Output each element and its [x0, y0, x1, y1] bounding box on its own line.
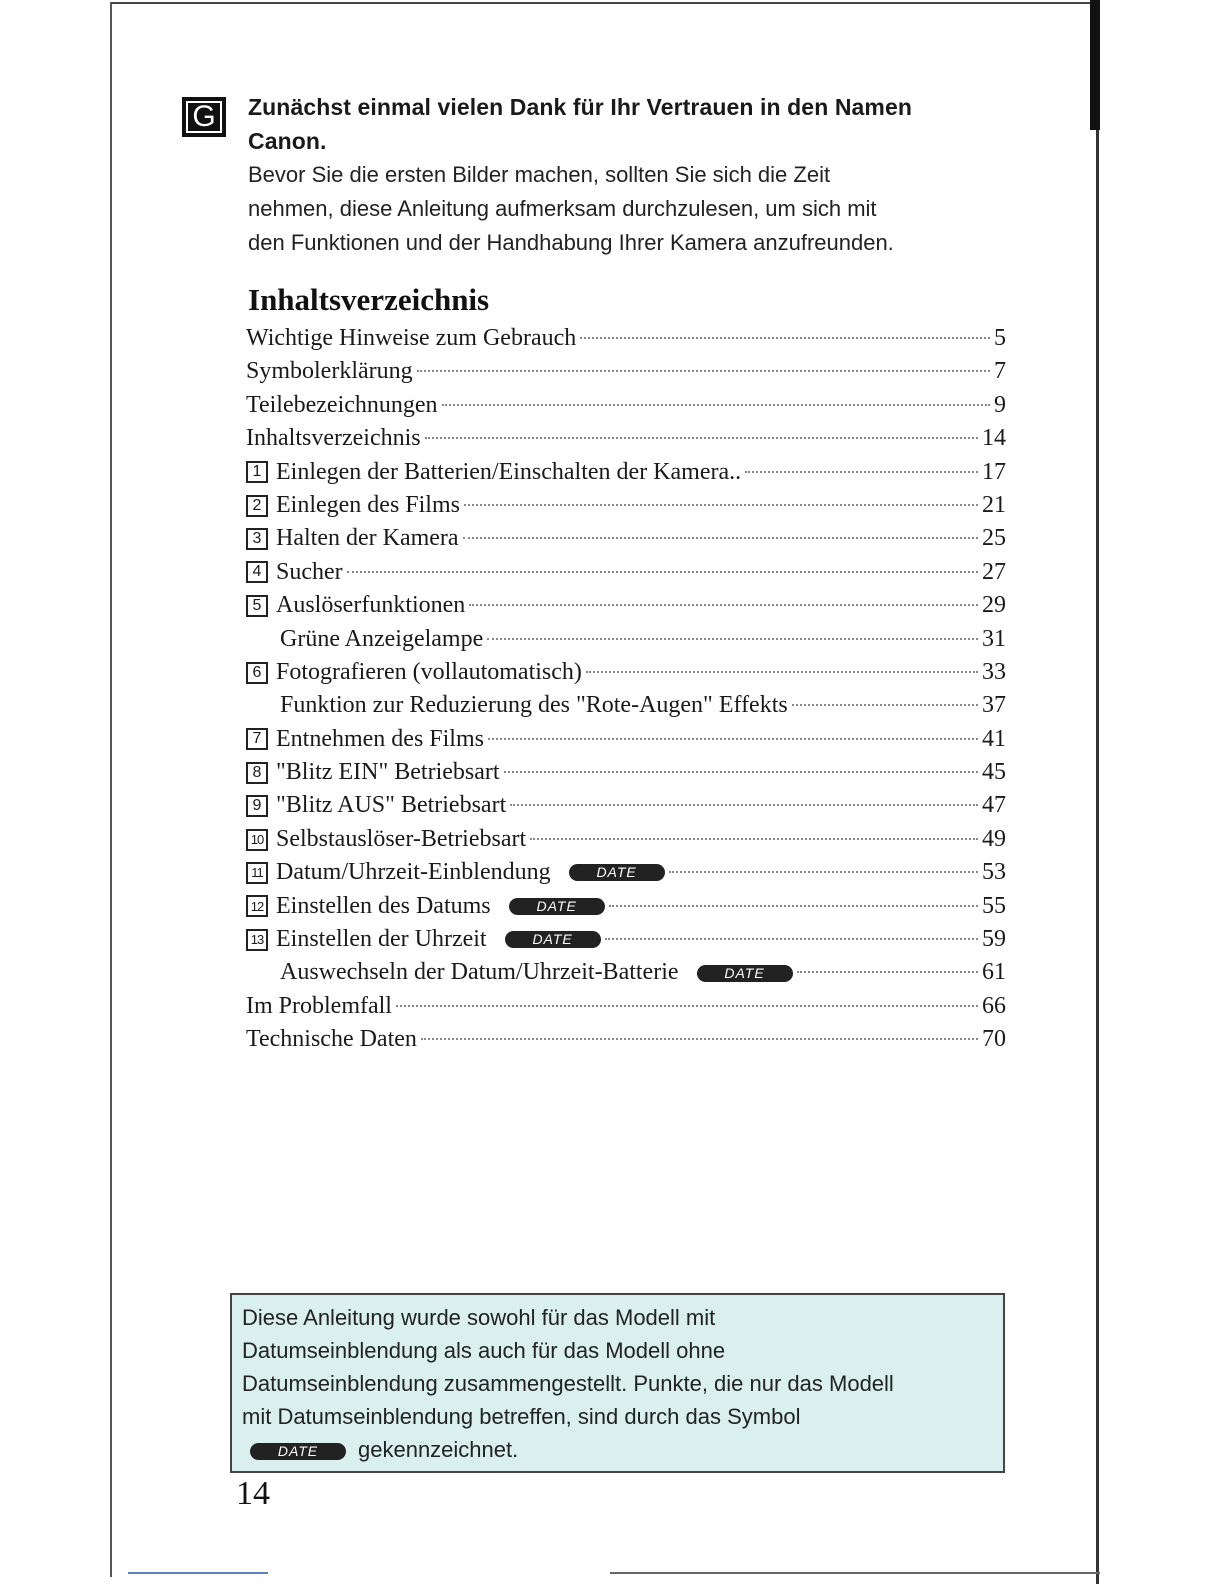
toc-leader-dots	[463, 537, 978, 539]
language-badge-label: G	[186, 101, 222, 133]
toc-leader-dots	[530, 838, 978, 840]
toc-entry-label: "Blitz EIN" Betriebsart	[276, 759, 500, 786]
toc-entry-page: 25	[982, 525, 1006, 552]
chapter-number: 3	[246, 528, 268, 550]
toc-entry[interactable]	[246, 1023, 1006, 1056]
toc-entry-label: "Blitz AUS" Betriebsart	[276, 792, 507, 819]
toc-entry-page: 59	[982, 926, 1006, 953]
toc-entry-label: Datum/Uhrzeit-Einblendung	[276, 859, 551, 886]
page-edge-bottom	[610, 1572, 1100, 1574]
toc-leader-dots	[442, 404, 990, 406]
chapter-number: 11	[246, 862, 268, 884]
date-badge: DATE	[509, 898, 605, 915]
note-line: Datumseinblendung als auch für das Modell ohne	[242, 1338, 726, 1363]
page-edge-right-line	[1096, 130, 1099, 1584]
toc-leader-dots	[605, 938, 978, 940]
date-badge: DATE	[250, 1443, 346, 1460]
toc-entry-label: Wichtige Hinweise zum Gebrauch	[246, 325, 577, 351]
toc-entry[interactable]	[246, 856, 1006, 889]
toc-entry[interactable]	[246, 489, 1006, 522]
toc-entry-page: 21	[982, 491, 1006, 518]
toc-entry-label: Grüne Anzeigelampe	[280, 625, 484, 652]
toc-entry[interactable]	[246, 556, 1006, 589]
toc-entry-label: Entnehmen des Films	[276, 725, 484, 752]
toc-entry[interactable]	[246, 789, 1006, 822]
toc-leader-dots	[396, 1005, 978, 1007]
toc-entry-label: Einstellen der Uhrzeit	[276, 926, 487, 953]
toc-entry-page: 45	[982, 759, 1006, 786]
toc-entry-page: 33	[982, 658, 1006, 685]
toc-entry-page: 17	[982, 458, 1006, 485]
toc-list	[246, 322, 1006, 1057]
note-last-line	[242, 1433, 993, 1466]
toc-leader-dots	[425, 437, 978, 439]
toc-entry[interactable]	[246, 689, 1006, 722]
toc-entry[interactable]	[246, 623, 1006, 656]
toc-leader-dots	[504, 771, 978, 773]
toc-leader-dots	[797, 971, 978, 973]
toc-entry[interactable]	[246, 422, 1006, 455]
toc-entry[interactable]	[246, 890, 1006, 923]
chapter-number: 6	[246, 662, 268, 684]
toc-entry-label: Einlegen des Films	[276, 491, 460, 518]
toc-entry-page: 37	[982, 692, 1006, 719]
chapter-number: 1	[246, 461, 268, 483]
toc-entry[interactable]	[246, 756, 1006, 789]
page-number: 14	[236, 1475, 270, 1512]
toc-entry-label: Sucher	[276, 558, 343, 585]
toc-entry[interactable]	[246, 456, 1006, 489]
toc-leader-dots	[669, 871, 978, 873]
chapter-number: 8	[246, 762, 268, 784]
page-edge-blue	[128, 1572, 268, 1574]
toc-entry-label: Einstellen des Datums	[276, 892, 491, 919]
toc-entry-page: 31	[982, 625, 1006, 652]
chapter-number: 10	[246, 829, 268, 851]
toc-entry-page: 29	[982, 592, 1006, 619]
toc-leader-dots	[609, 905, 978, 907]
chapter-number: 9	[246, 795, 268, 817]
language-badge	[182, 97, 226, 137]
toc-entry-page: 66	[982, 992, 1006, 1019]
toc-leader-dots	[580, 337, 990, 339]
note-box	[230, 1293, 1005, 1473]
page-edge-left	[110, 2, 112, 1577]
toc-entry-page: 7	[994, 358, 1006, 385]
toc-entry-page: 27	[982, 558, 1006, 585]
toc-entry-label: Technische Daten	[246, 1026, 417, 1053]
toc-entry-label: Teilebezeichnungen	[246, 391, 438, 418]
toc-entry[interactable]	[246, 723, 1006, 756]
toc-leader-dots	[469, 604, 978, 606]
toc-leader-dots	[792, 704, 978, 706]
intro-section	[248, 90, 1008, 260]
toc-entry-label: Selbstauslöser-Betriebsart	[276, 825, 527, 852]
toc-entry[interactable]	[246, 656, 1006, 689]
page-edge-top	[110, 2, 1090, 4]
date-badge: DATE	[505, 931, 601, 948]
toc-entry-page: 47	[982, 792, 1006, 819]
toc-entry-page: 70	[982, 1026, 1006, 1053]
toc-entry[interactable]	[246, 956, 1006, 989]
toc-leader-dots	[487, 638, 978, 640]
toc-entry-page: 53	[982, 859, 1006, 886]
toc-entry-page: 55	[982, 892, 1006, 919]
toc-entry-label: Auslöserfunktionen	[276, 592, 466, 619]
intro-bold-line: Zunächst einmal vielen Dank für Ihr Vertrauen in den Namen	[248, 94, 913, 120]
intro-bold-line: Canon.	[248, 128, 327, 154]
note-last-text: gekennzeichnet.	[358, 1437, 519, 1462]
chapter-number: 4	[246, 561, 268, 583]
toc-entry-label: Funktion zur Reduzierung des "Rote-Augen" Effekts	[280, 692, 788, 719]
intro-text-line: nehmen, diese Anleitung aufmerksam durchzulesen, um sich mit	[248, 196, 877, 221]
toc-leader-dots	[510, 804, 978, 806]
toc-entry-label: Auswechseln der Datum/Uhrzeit-Batterie	[280, 959, 679, 986]
toc-entry-label: Einlegen der Batterien/Einschalten der Kamera..	[276, 458, 742, 485]
toc-entry-label: Halten der Kamera	[276, 525, 459, 552]
toc-leader-dots	[347, 571, 978, 573]
toc-leader-dots	[586, 671, 978, 673]
toc-entry-page: 9	[994, 391, 1006, 418]
chapter-number: 13	[246, 929, 268, 951]
toc-entry-page: 61	[982, 959, 1006, 986]
toc-entry[interactable]	[246, 990, 1006, 1023]
page-edge-right	[1090, 0, 1100, 130]
toc-entry-page: 5	[994, 325, 1006, 351]
toc-entry-label: Symbolerklärung	[246, 358, 413, 385]
chapter-number: 2	[246, 495, 268, 517]
note-line: Datumseinblendung zusammengestellt. Punkte, die nur das Modell	[242, 1371, 894, 1396]
chapter-number: 5	[246, 595, 268, 617]
intro-text-line: Bevor Sie die ersten Bilder machen, sollten Sie sich die Zeit	[248, 162, 831, 187]
toc-entry-page: 41	[982, 725, 1006, 752]
date-badge: DATE	[697, 965, 793, 982]
toc-entry[interactable]	[246, 522, 1006, 555]
toc-entry-page: 49	[982, 825, 1006, 852]
note-line: mit Datumseinblendung betreffen, sind durch das Symbol	[242, 1404, 801, 1429]
toc-entry[interactable]	[246, 923, 1006, 956]
toc-entry-label: Fotografieren (vollautomatisch)	[276, 658, 582, 685]
toc-leader-dots	[745, 471, 978, 473]
toc-leader-dots	[464, 504, 978, 506]
toc-entry-label: Im Problemfall	[246, 992, 392, 1019]
toc-entry-page: 14	[982, 425, 1006, 452]
chapter-number: 12	[246, 895, 268, 917]
toc-title: Inhaltsverzeichnis	[248, 282, 490, 317]
toc-leader-dots	[488, 738, 978, 740]
chapter-number: 7	[246, 728, 268, 750]
toc-entry-label: Inhaltsverzeichnis	[246, 425, 421, 452]
toc-entry[interactable]	[246, 355, 1006, 388]
intro-text-line: den Funktionen und der Handhabung Ihrer Kamera anzufreunden.	[248, 230, 894, 255]
note-line: Diese Anleitung wurde sowohl für das Modell mit	[242, 1305, 716, 1330]
toc-leader-dots	[421, 1038, 978, 1040]
toc-leader-dots	[417, 370, 990, 372]
toc-entry[interactable]	[246, 589, 1006, 622]
toc-entry[interactable]	[246, 823, 1006, 856]
toc-entry[interactable]	[246, 389, 1006, 422]
toc-entry[interactable]	[246, 322, 1006, 355]
date-badge: DATE	[569, 864, 665, 881]
